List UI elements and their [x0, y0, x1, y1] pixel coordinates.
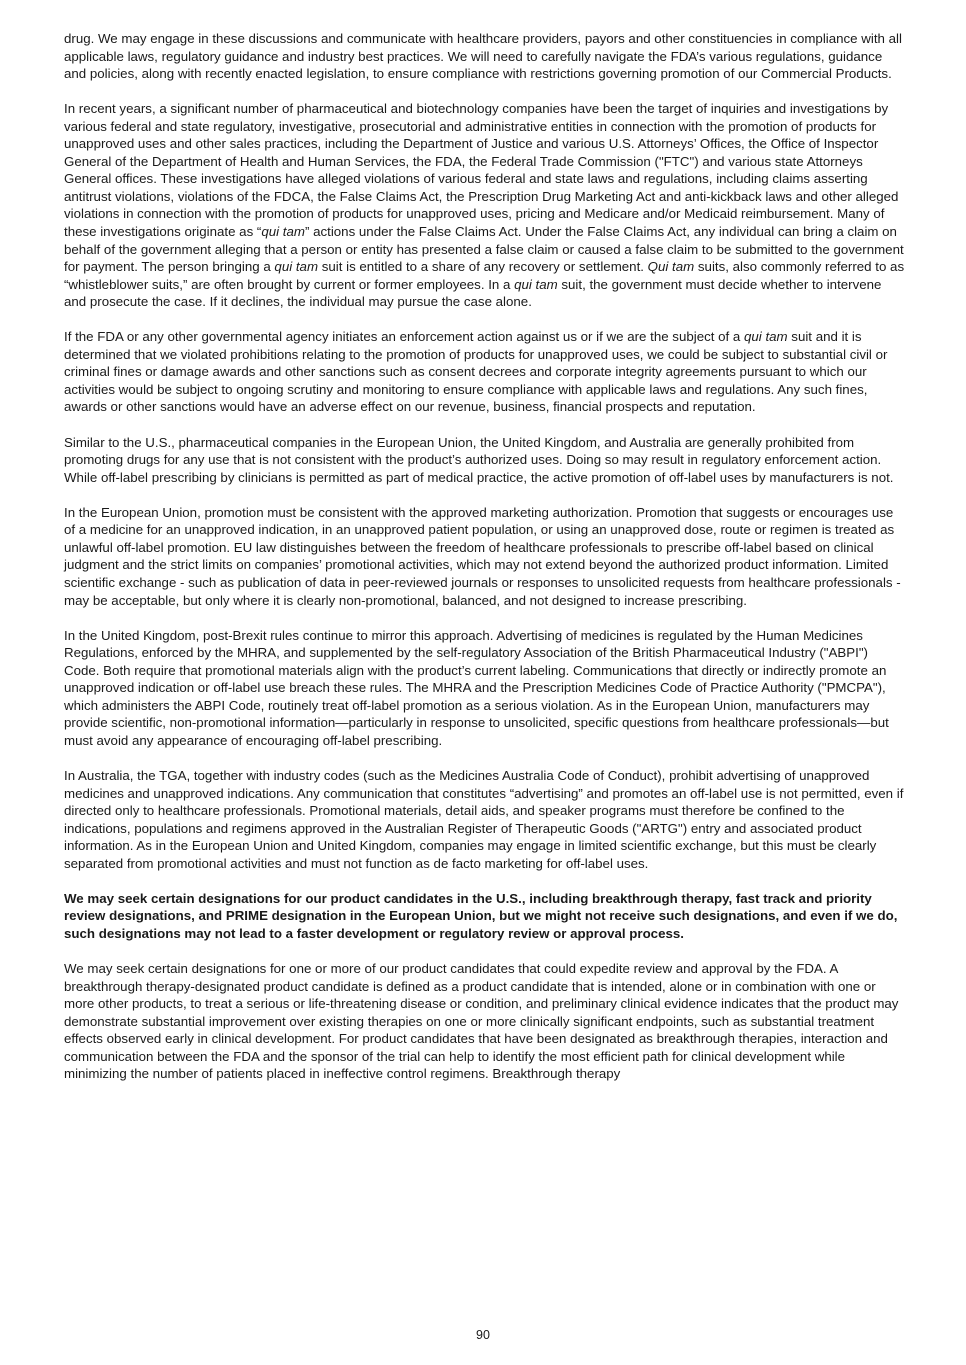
body-text	[64, 30, 906, 1083]
text-segment: suit and it is determined that we violated prohibitions relating to the promotion of products for unapproved uses, we could be subject to substantial civil or criminal fines or damage awards and other sanctions such as consent decrees and corporate integrity agreements pursuant to which our activities would be subject to ongoing scrutiny and monitoring to ensure compliance with applicable laws and regulations. Any such fines, awards or other sanctions would have an adverse effect on our revenue, business, financial prospects and reputation.	[64, 329, 888, 415]
text-segment: We may seek certain designations for our product candidates in the U.S., including breakthrough therapy, fast track and priority review designations, and PRIME designation in the European Union, but we might not receive such designations, and even if we do, such designations may not lead to a faster development or regulatory review or approval process.	[64, 890, 898, 941]
text-segment: In the European Union, promotion must be consistent with the approved marketing authorization. Promotion that suggests or encourages use of a medicine for an unapproved indication, in an unapproved patient population, or using an unapproved dose, route or regimen is treated as unlawful off-label promotion. EU law distinguishes between the freedom of healthcare professionals to prescribe off-label based on clinical judgment and the strict limits on companies’ promotional activities, which may not extend beyond the authorized product information. Limited scientific exchange - such as publication of data in peer-reviewed journals or responses to unsolicited requests from healthcare professionals - may be acceptable, but only where it is clearly non-promotional, balanced, and not designed to increase prescribing.	[64, 504, 901, 608]
text-segment: suits, also commonly referred to as “whistleblower suits,” are often brought by current or former employees. In a	[64, 259, 905, 292]
text-segment: suit is entitled to a share of any recovery or settlement.	[318, 259, 648, 275]
italic-term: qui tam	[274, 259, 319, 275]
text-segment: In the United Kingdom, post-Brexit rules continue to mirror this approach. Advertising of medicines is regulated by the Human Medicines Regulations, enforced by the MHRA, and supplemented by the self-regulatory Association of the British Pharmaceutical Industry ("ABPI") Code. Both require that promotional materials align with the product’s current labeling. Communications that directly or indirectly promote an unapproved indication or off-label use breach these rules. The MHRA and the Prescription Medicines Code of Practice Authority ("PMCPA"), which administers the ABPI Code, routinely treat off-label promotion as a serious violation. As in the European Union, manufacturers may provide scientific, non-promotional information—particularly in response to unsolicited, specific questions from healthcare professionals—but must avoid any appearance of encouraging off-label prescribing.	[64, 627, 889, 748]
text-segment: In Australia, the TGA, together with industry codes (such as the Medicines Australia Code of Conduct), prohibit advertising of unapproved medicines and unapproved indications. Any communication that constitutes “advertising” and promotes an off-label use is not permitted, even if directed only to healthcare professionals. Promotional materials, detail aids, and speaker programs must therefore be confined to the indications, populations and regimens approved in the Australian Register of Therapeutic Goods ("ARTG") entry and associated product information. As in the European Union and United Kingdom, companies may engage in limited scientific exchange, but this must be clearly separated from promotional activities and must not function as de facto marketing for off-label uses.	[64, 767, 904, 871]
text-segment: suit, the government must decide whether to intervene and prosecute the case. If it declines, the individual may pursue the case alone.	[64, 276, 882, 310]
body-paragraph	[64, 767, 906, 872]
italic-term: qui tam	[514, 276, 558, 292]
text-segment: drug. We may engage in these discussions and communicate with healthcare providers, payors and other constituencies in compliance with all applicable laws, regulatory guidance and industry best practices. We will need to carefully navigate the FDA’s various regulations, guidance and policies, along with recently enacted legislation, to ensure compliance with restrictions governing promotion of our Commercial Products.	[64, 31, 902, 82]
body-paragraph	[64, 30, 906, 83]
body-paragraph	[64, 100, 906, 311]
page-number: 90	[476, 1328, 490, 1342]
italic-term: qui tam	[261, 224, 305, 240]
body-paragraph	[64, 504, 906, 609]
text-segment: In recent years, a significant number of pharmaceutical and biotechnology companies have been the target of inquiries and investigations by various federal and state regulatory, investigative, prosecutorial and administrative entities in connection with the promotion of products for unapproved uses and other sales practices, including the Department of Justice and various U.S. Attorneys’ Offices, the Office of Inspector General of the Department of Health and Human Services, the FDA, the Federal Trade Commission ("FTC") and various state Attorneys General offices. These investigations have alleged violations of various federal and state laws and regulations, including claims asserting antitrust violations, violations of the FDCA, the False Claims Act, the Prescription Drug Marketing Act and anti-kickback laws and other alleged violations in connection with the promotion of products for unapproved uses, pricing and Medicare and/or Medicaid reimbursement. Many of these investigations originate as “	[64, 101, 899, 240]
body-paragraph	[64, 328, 906, 416]
body-paragraph	[64, 434, 906, 487]
text-segment: If the FDA or any other governmental agency initiates an enforcement action against us or if we are the subject of a	[64, 329, 744, 345]
section-heading	[64, 890, 906, 943]
body-paragraph	[64, 960, 906, 1083]
text-segment: ” actions under the False Claims Act. Under the False Claims Act, any individual can bring a claim on behalf of the government alleging that a person or entity has presented a false claim or caused a false claim to be submitted to the government for payment. The person bringing a	[64, 224, 904, 275]
document-page	[64, 30, 906, 1083]
italic-term: qui tam	[744, 329, 788, 345]
text-segment: We may seek certain designations for one or more of our product candidates that could expedite review and approval by the FDA. A breakthrough therapy-designated product candidate is defined as a product candidate that is intended, alone or in combination with one or more other products, to treat a serious or life-threatening disease or condition, and preliminary clinical evidence indicates that the product may demonstrate substantial improvement over existing therapies on one or more clinically significant endpoints, such as substantial treatment effects observed early in clinical development. For product candidates that have been designated as breakthrough therapies, interaction and communication between the FDA and the sponsor of the trial can help to identify the most efficient path for clinical development while minimizing the number of patients placed in ineffective control regimens. Breakthrough therapy	[64, 960, 899, 1082]
text-segment: Similar to the U.S., pharmaceutical companies in the European Union, the United Kingdom, and Australia are generally prohibited from promoting drugs for any use that is not consistent with the product’s authorized uses. Doing so may result in regulatory enforcement action. While off-label prescribing by clinicians is permitted as part of medical practice, the active promotion of off-label uses by manufacturers is not.	[64, 434, 894, 485]
italic-term: Qui tam	[647, 259, 695, 275]
body-paragraph	[64, 627, 906, 750]
